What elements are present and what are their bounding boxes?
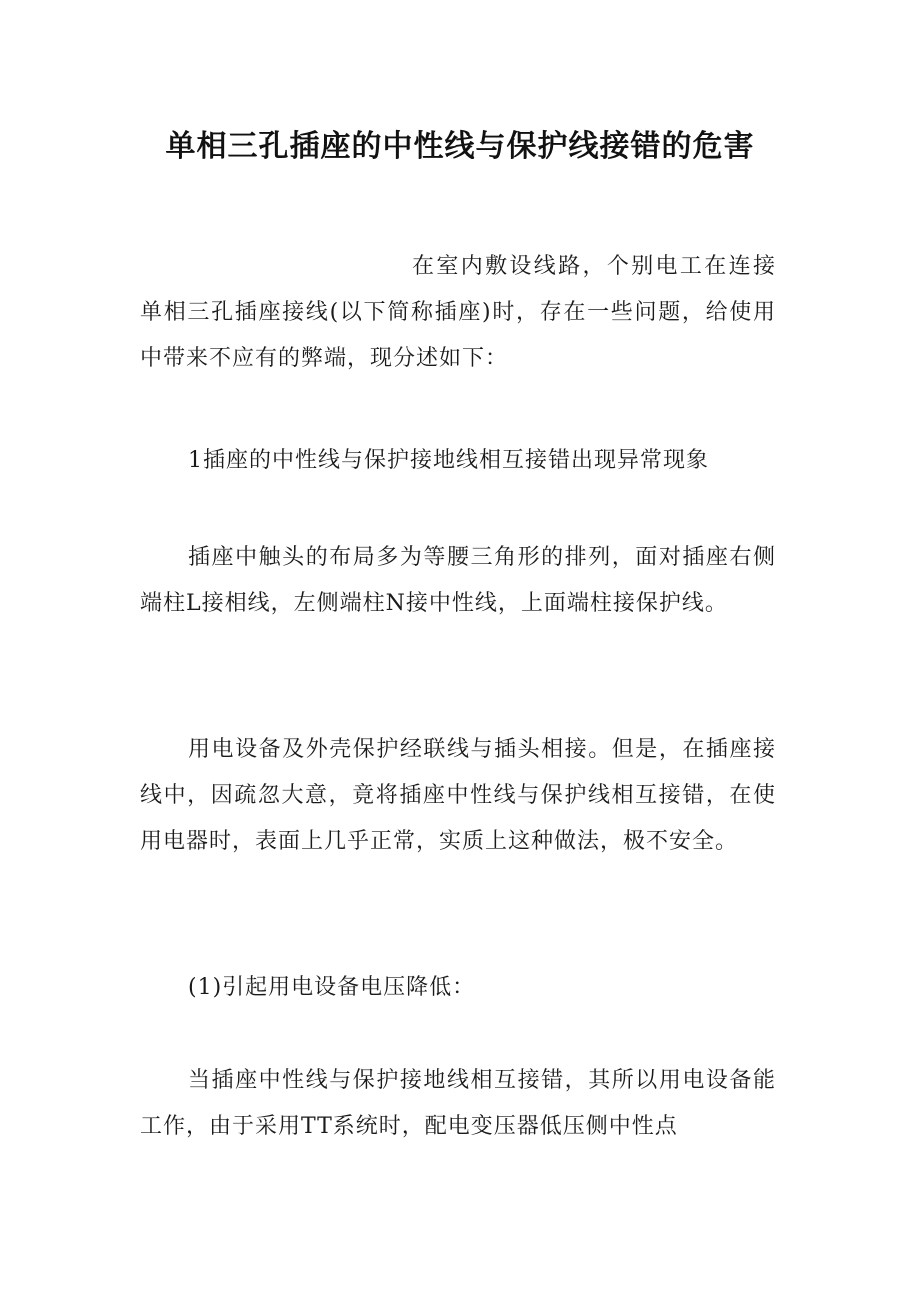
subheading-voltage-drop: (1)引起用电设备电压降低： [188, 975, 476, 1000]
section-heading-1: 1插座的中性线与保护接地线相互接错出现异常现象 [188, 448, 709, 473]
paragraph-wiring-error: 用电设备及外壳保护经联线与插头相接。但是，在插座接线中，因疏忽大意，竟将插座中性线与保护线相互接错，在使用电器时，表面上几乎正常，实质上这种做法，极不安全。 [140, 737, 776, 854]
paragraph-socket-layout: 插座中触头的布局多为等腰三角形的排列，面对插座右侧端柱L接相线，左侧端柱N接中性线，上面端柱接保护线。 [140, 545, 776, 616]
paragraph-tt-system: 当插座中性线与保护接地线相互接错，其所以用电设备能工作，由于采用TT系统时，配电变压器低压侧中性点 [140, 1068, 776, 1139]
paragraph-intro: 在室内敷设线路，个别电工在连接单相三孔插座接线(以下简称插座)时，存在一些问题，给使用中带来不应有的弊端，现分述如下： [140, 254, 776, 371]
document-title: 单相三孔插座的中性线与保护线接错的危害 [165, 129, 755, 164]
